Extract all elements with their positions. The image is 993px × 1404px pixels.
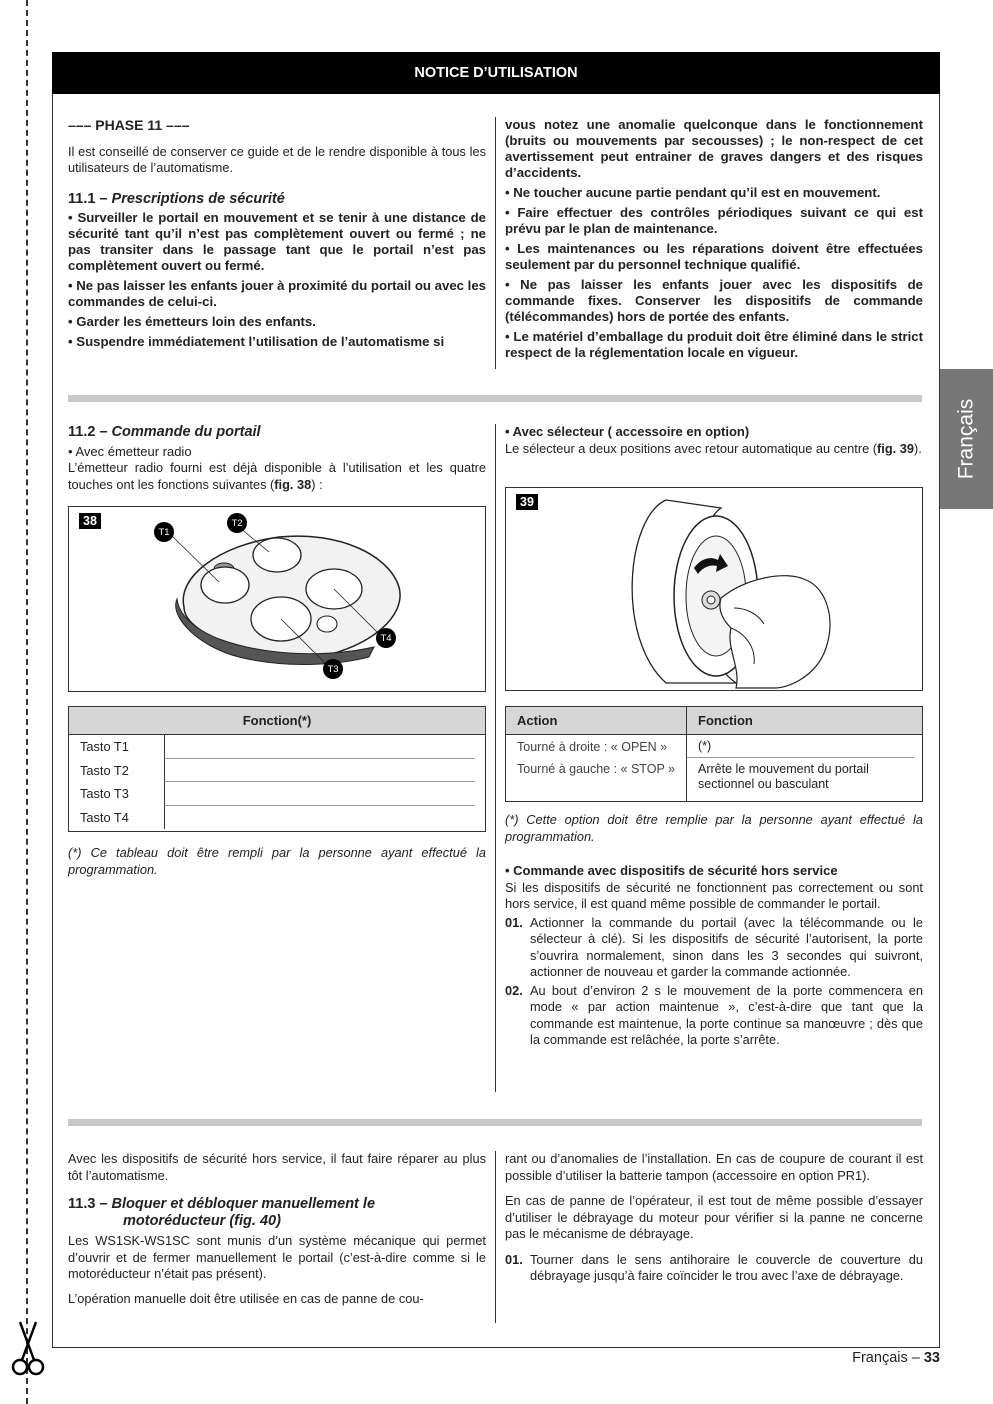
table-cell: Tourné à droite : « OPEN » bbox=[517, 739, 668, 754]
figure-number: 39 bbox=[516, 494, 538, 510]
page-number: 33 bbox=[923, 1350, 940, 1366]
safety-bullet: • Suspendre immédiatement l’utilisation de l’automatisme si bbox=[68, 334, 445, 349]
column-header: Fonction bbox=[686, 707, 922, 734]
figure-ref: fig. 38 bbox=[274, 476, 312, 492]
figure-ref: fig. 39 bbox=[877, 440, 915, 456]
section-11-3-left bbox=[68, 1151, 486, 1309]
language-tab-label: Français bbox=[954, 398, 978, 480]
radio-text: L’émetteur radio fourni est déjà disponible à l’utilisation et les quatre touches ont les fonctions suivantes (fig. 38) : bbox=[68, 460, 486, 492]
subheading-selector: • Avec sélecteur ( accessoire en option) bbox=[505, 424, 750, 439]
frame-bottom bbox=[52, 1347, 940, 1348]
table-cell: Tasto T4 bbox=[80, 809, 129, 825]
key-selector-illustration bbox=[506, 488, 924, 692]
section-number: 11.2 – bbox=[68, 424, 108, 440]
cut-line bbox=[26, 0, 28, 1404]
table-cell: Tasto T2 bbox=[80, 762, 129, 778]
safety-bullet: vous notez une anomalie quelconque dans le fonctionnement (bruits ou mouvements par secousses) ; le non-respect de cet avertissement peut entrainer de graves dangers et des risques d’accidents. bbox=[505, 117, 923, 180]
safety-bullet: • Faire effectuer des contrôles périodiques suivant ce qui est prévu par le plan de maintenance. bbox=[505, 205, 923, 236]
column-header: Action bbox=[517, 713, 558, 728]
frame-left bbox=[52, 52, 53, 1348]
section-title: motoréducteur (fig. 40) bbox=[123, 1213, 281, 1229]
page-footer bbox=[852, 1350, 940, 1366]
column-divider bbox=[495, 424, 496, 1092]
safety-off-text: Si les dispositifs de sécurité ne fonctionnent pas correctement ou sont hors service, il est quand même possible de commander le portail. bbox=[505, 879, 923, 911]
action-table bbox=[505, 706, 923, 802]
language-tab bbox=[940, 369, 993, 509]
table-cell: Arrête le mouvement du portail sectionnel ou basculant bbox=[686, 758, 922, 801]
table-note: (*) Ce tableau doit être rempli par la personne ayant effectué la programmation. bbox=[68, 845, 486, 877]
list-item: 02. Au bout d’environ 2 s le mouvement de la porte commencera en mode « par action maintenue », c’est-à-dire que tant que la commande est maintenue, la porte continue sa manœuvre ; dès que la commande est relâchée, la porte s’arrête. bbox=[505, 982, 923, 1047]
list-item: 01. Tourner dans le sens antihoraire le couvercle de couverture du débrayage jusqu’à faire coïncider le trou avec l’axe de débrayage. bbox=[505, 1251, 923, 1283]
selector-text: Le sélecteur a deux positions avec retour automatique au centre (fig. 39). bbox=[505, 440, 922, 456]
section-11-3-right bbox=[505, 1151, 923, 1285]
phase-title: ––– PHASE 11 ––– bbox=[68, 117, 190, 133]
remote-control-illustration bbox=[69, 507, 487, 693]
section-title: Prescriptions de sécurité bbox=[111, 190, 285, 207]
paragraph: En cas de panne de l’opérateur, il est tout de même possible d’essayer d’utiliser le débrayage du moteur pour vérifier si la panne ne concerne pas le mécanisme de débrayage. bbox=[505, 1193, 923, 1241]
phase-11-right-column bbox=[505, 117, 923, 365]
function-table bbox=[68, 706, 486, 832]
intro-text: Avec les dispositifs de sécurité hors service, il faut faire réparer au plus tôt l’automatisme. bbox=[68, 1151, 486, 1183]
table-row bbox=[506, 758, 922, 801]
safety-bullet: • Surveiller le portail en mouvement et se tenir à une distance de sécurité tant qu’il n’est pas complètement ouvert ou fermé ; ne pas transiter dans le passage tant que le portail n’est pas complètement ouvert ou fermé. bbox=[68, 210, 486, 273]
column-divider bbox=[495, 1151, 496, 1323]
button-label-t4: T4 bbox=[376, 628, 396, 648]
section-11-3-heading bbox=[68, 1196, 486, 1230]
section-title: Commande du portail bbox=[111, 424, 261, 440]
table-cell: Tourné à gauche : « STOP » bbox=[517, 762, 675, 776]
function-table-header: Fonction(*) bbox=[69, 707, 485, 735]
table-row bbox=[506, 735, 922, 758]
section-11-2-left bbox=[68, 424, 486, 495]
button-label-t1: T1 bbox=[154, 522, 174, 542]
section-title: Bloquer et débloquer manuellement le bbox=[111, 1196, 376, 1212]
paragraph: rant ou d’anomalies de l’installation. En cas de coupure de courant il est possible d’utiliser la batterie tampon (accessoire en option PR1). bbox=[505, 1151, 923, 1183]
safety-bullet: • Ne pas laisser les enfants jouer avec les dispositifs de commande fixes. Conserver les dispositifs de commande (télécommandes) hors de portée des enfants. bbox=[505, 277, 923, 324]
paragraph: L’opération manuelle doit être utilisée en cas de panne de cou- bbox=[68, 1290, 424, 1306]
safety-bullet: • Garder les émetteurs loin des enfants. bbox=[68, 314, 316, 329]
section-separator bbox=[68, 395, 922, 402]
table-row bbox=[69, 735, 485, 759]
section-11-1-heading bbox=[68, 191, 486, 208]
list-item: 01. Actionner la commande du portail (avec la télécommande ou le sélecteur à clé). Si les dispositifs de sécurité l’autorisent, la porte s’ouvrira normalement, sinon dans les 3 secondes qui suivront, actionner de nouveau et garder la commande actionnée. bbox=[505, 914, 923, 979]
safety-bullet: • Le matériel d’emballage du produit doit être éliminé dans le strict respect de la réglementation locale en vigueur. bbox=[505, 329, 923, 360]
safety-bullet: • Ne pas laisser les enfants jouer à proximité du portail ou avec les commandes de celui-ci. bbox=[68, 278, 486, 309]
table-cell: Tasto T3 bbox=[80, 786, 129, 802]
section-11-2-heading bbox=[68, 424, 486, 441]
figure-38 bbox=[68, 506, 486, 692]
section-11-2-right-lower bbox=[505, 812, 923, 1049]
section-number: 11.3 – bbox=[68, 1196, 108, 1212]
option-note: (*) Cette option doit être remplie par la personne ayant effectué la programmation. bbox=[505, 812, 923, 844]
button-label-t3: T3 bbox=[323, 659, 343, 679]
page-title: NOTICE D’UTILISATION bbox=[52, 52, 940, 94]
paragraph: Les WS1SK-WS1SC sont munis d’un système mécanique qui permet d’ouvrir et de fermer manuellement le portail (c’est-à-dire comme si le motoréducteur n’était pas présent). bbox=[68, 1233, 486, 1281]
subheading-safety-off: • Commande avec dispositifs de sécurité hors service bbox=[505, 863, 838, 878]
section-number: 11.1 – bbox=[68, 190, 108, 207]
action-table-header bbox=[506, 707, 922, 735]
table-row bbox=[69, 782, 485, 806]
column-divider bbox=[495, 117, 496, 369]
footer-language: Français – bbox=[852, 1350, 920, 1366]
button-label-t2: T2 bbox=[227, 513, 247, 533]
subheading-radio: • Avec émetteur radio bbox=[68, 443, 192, 459]
frame-right bbox=[939, 52, 940, 1348]
table-row bbox=[69, 806, 485, 830]
scissors-icon bbox=[10, 1320, 46, 1380]
table-cell: (*) bbox=[686, 735, 914, 758]
table-cell: Tasto T1 bbox=[80, 739, 129, 755]
phase-11-left-column bbox=[68, 117, 486, 354]
phase-intro: Il est conseillé de conserver ce guide et de le rendre disponible à tous les utilisateurs de l’automatisme. bbox=[68, 143, 486, 175]
figure-number: 38 bbox=[79, 513, 101, 529]
section-separator bbox=[68, 1119, 922, 1126]
section-11-2-right bbox=[505, 424, 923, 459]
figure-39 bbox=[505, 487, 923, 691]
safety-bullet: • Ne toucher aucune partie pendant qu’il est en mouvement. bbox=[505, 185, 881, 200]
table-row bbox=[69, 759, 485, 783]
safety-bullet: • Les maintenances ou les réparations doivent être effectuées seulement par du personnel technique qualifié. bbox=[505, 241, 923, 272]
